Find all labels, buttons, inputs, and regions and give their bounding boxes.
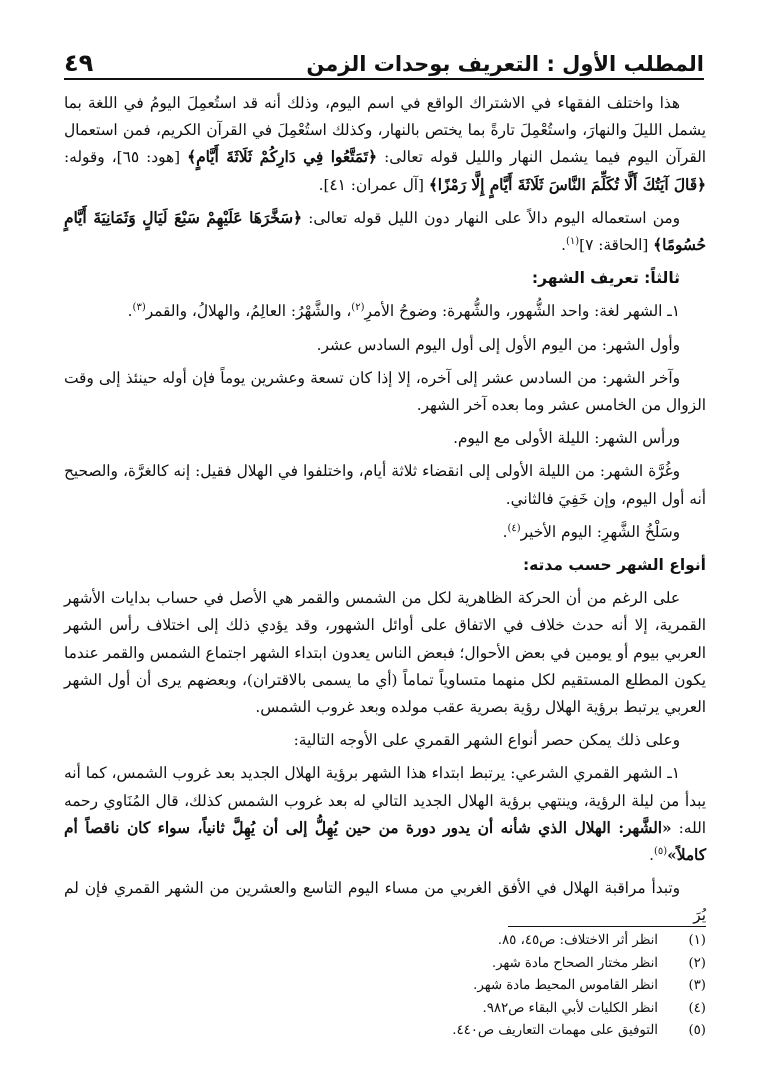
footnote-divider xyxy=(508,926,706,927)
footnote-text: انظر الكليات لأبي البقاء ص٩٨٢. xyxy=(482,1000,658,1016)
section-heading-month-types: أنواع الشهر حسب مدته: xyxy=(522,556,706,575)
footnotes xyxy=(64,930,706,1043)
footnote-ref[interactable]: (٢) xyxy=(351,302,365,314)
paragraph-month-definition xyxy=(64,298,706,325)
footnote-item xyxy=(64,930,706,953)
verse-reference: [هود: ٦٥]، وقوله: xyxy=(64,148,181,167)
footnote-item xyxy=(64,998,706,1021)
quran-verse: ﴿سَخَّرَهَا عَلَيْهِمْ سَبْعَ لَيَالٍ وَثَمَانِيَةَ أَيَّامٍ حُسُومًا﴾ xyxy=(64,208,706,255)
footnote-ref[interactable]: (٤) xyxy=(507,522,521,534)
punctuation: . xyxy=(127,302,133,321)
paragraph-month-head: ورأس الشهر: الليلة الأولى مع اليوم. xyxy=(453,429,680,448)
paragraph-month-ghurra: وغُرَّة الشهر: من الليلة الأولى إلى انقضاء ثلاثة أيام، واختلفوا في الهلال فقيل: إنه كالغرَّة، والصحيح أنه أول اليوم، وإن خَفِيَ فالثاني. xyxy=(64,462,706,508)
punctuation: . xyxy=(649,846,654,865)
footnote-item xyxy=(64,1020,706,1043)
punctuation: . xyxy=(502,522,508,541)
footnote-number: (٥) xyxy=(688,1023,706,1039)
footnote-item xyxy=(64,975,706,998)
footnote-text: انظر مختار الصحاح مادة شهر. xyxy=(491,955,658,971)
paragraph-text: ومن استعماله اليوم دالاً على النهار دون الليل قوله تعالى: xyxy=(308,208,680,227)
footnote-number: (٣) xyxy=(688,978,706,994)
paragraph-month-types-list: وعلى ذلك يمكن حصر أنواع الشهر القمري على الأوجه التالية: xyxy=(293,731,680,750)
paragraph-text: ١ـ الشهر القمري الشرعي: يرتبط ابتداء هذا الشهر برؤية الهلال الجديد بعد غروب الشمس، كما أنه يبدأ من ليلة الرؤية، وينتهي برؤية الهلال الجديد التالي له بعد غروب الشمس كذلك، قال المُنَاوي رحمه الله: xyxy=(64,764,706,837)
paragraph-month-start: وأول الشهر: من اليوم الأول إلى أول اليوم السادس عشر. xyxy=(316,335,680,354)
paragraph-month-end: وآخر الشهر: من السادس عشر إلى آخره، إلا إذا كان تسعة وعشرين يوماً فإن أوله حينئذ إلى وقت الزوال من الخامس عشر وما بعده آخر الشهر. xyxy=(64,368,706,415)
footnote-ref[interactable]: (٥) xyxy=(653,845,668,857)
paragraph-text: وسَلْخُ الشَّهرِ: اليوم الأخير xyxy=(520,522,680,541)
paragraph-day-usage xyxy=(64,90,706,199)
verse-reference: [الحاقة: ٧] xyxy=(579,236,649,255)
footnote-text: انظر أثر الاختلاف: ص٤٥، ٨٥. xyxy=(497,933,658,948)
footnote-ref[interactable]: (٣) xyxy=(132,302,146,314)
footnote-number: (٢) xyxy=(688,955,706,971)
footnote-number: (٤) xyxy=(688,1000,706,1016)
paragraph-text: هذا واختلف الفقهاء في الاشتراك الواقع في اسم اليوم، وذلك أنه قد استُعمِلَ اليومُ في اللغة بما يشمل الليلَ والنهارَ، واستُعْمِلَ تارةً بما يختص بالنهار، وكذلك استُعْمِلَ في القرآن الكريم، فمن استعمال القرآن اليوم فيما يشمل النهار والليل قوله تعالى: xyxy=(64,94,707,167)
paragraph-day-daytime: ومن استعماله اليوم دالاً على النهار دون الليل قوله تعالى: ﴿سَخَّرَهَا عَلَيْهِمْ سَبْعَ لَيَالٍ وَثَمَانِيَةَ أَيَّامٍ حُسُومًا﴾ [الحاقة: ٧]$^{(١)}$. xyxy=(64,208,706,255)
footnote-ref[interactable]: (١) xyxy=(565,235,580,247)
footnote-number: (١) xyxy=(688,933,706,948)
quran-verse: ﴿قَالَ آيَتُكَ أَلَّا تُكَلِّمَ النَّاسَ ثَلَاثَةَ أَيَّامٍ إِلَّا رَمْزًا﴾ xyxy=(428,175,706,194)
header-title: المطلب الأول : التعريف بوحدات الزمن xyxy=(306,52,704,76)
verse-reference: [آل عمران: ٤١]. xyxy=(318,175,424,194)
section-heading-month: ثالثاً: تعريف الشهر: xyxy=(531,269,680,288)
paragraph-month-types-intro: على الرغم من أن الحركة الظاهرية لكل من الشمس والقمر هي الأصل في حساب بدايات الأشهر القمرية، إلا أنه حدث خلاف في الاتفاق على أوائل الشهور، وقد يؤدي ذلك إلى اختلاف رأس الشهر العربي بيوم أو يومين في بعض الأحوال؛ فبعض الناس يعدون ابتداء الشهر اجتماع الشمس والقمر عندما يكون المطلع المستقيم لكل منهما متساوياً تماماً (أي ما يسمى بالاقتران)، وبعضهم يرى أن أول الشهر العربي يرتبط برؤية الهلال رؤية بصرية عقب مولده وبعد غروب الشمس. xyxy=(64,589,706,717)
page-number: ٤٩ xyxy=(64,49,94,77)
footnote-text: انظر القاموس المحيط مادة شهر. xyxy=(473,978,658,994)
footnote-item xyxy=(64,953,706,976)
quote: «الشَّهر: الهلال الذي شأنه أن يدور دورة من حين يُهِلُّ إلى أن يُهِلَّ ثانياً، سواء كان ناقصاً أم كاملاً» xyxy=(64,818,706,865)
main-text xyxy=(64,90,706,936)
running-header xyxy=(64,44,704,80)
paragraph-sharia-month xyxy=(64,760,706,869)
paragraph-month-salkh xyxy=(64,519,706,546)
quran-verse: ﴿تَمَتَّعُوا فِي دَارِكُمْ ثَلَاثَةَ أَيَّامٍ﴾ xyxy=(187,148,377,167)
footnote-text: التوفيق على مهمات التعاريف ص٤٤٠. xyxy=(452,1023,658,1039)
paragraph-text: ، والشَّهْرُ: العالِمُ، والهلالُ، والقمر xyxy=(145,302,352,321)
paragraph-text: ١ـ الشهر لغة: واحد الشُّهور، والشُّهرة: وضوحُ الأمرِ xyxy=(364,302,680,321)
paragraph-crescent-observation: وتبدأ مراقبة الهلال في الأفق الغربي من مساء اليوم التاسع والعشرين من الشهر القمري فإن لم يُرَ xyxy=(64,879,706,925)
